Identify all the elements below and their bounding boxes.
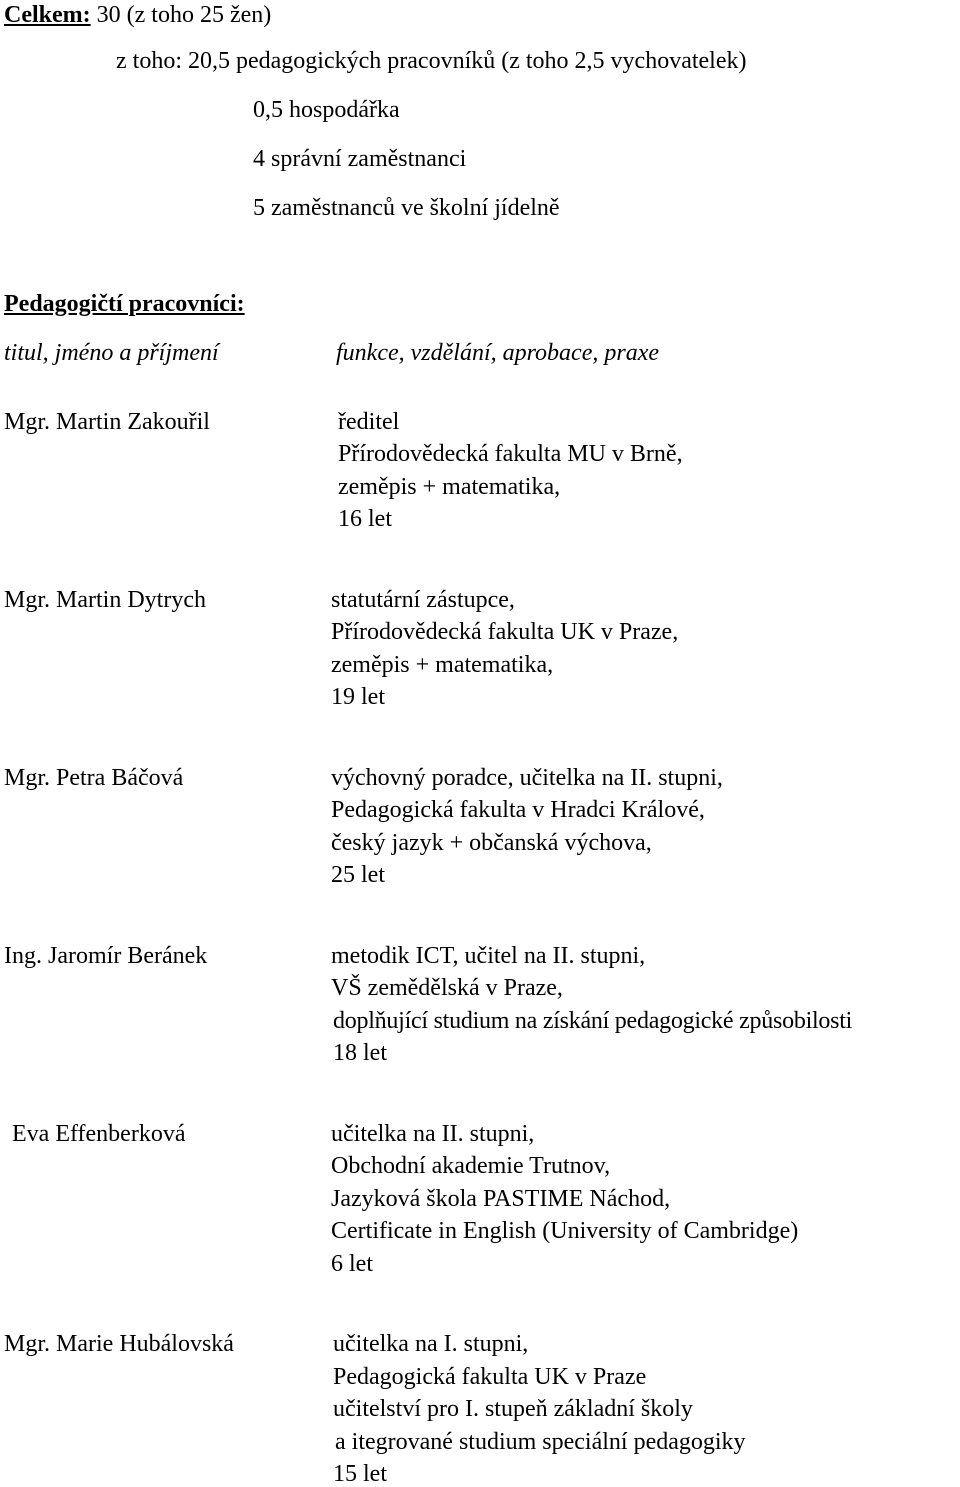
staff-name: Ing. Jaromír Beránek xyxy=(4,943,208,969)
staff-detail: Certificate in English (University of Cambridge) xyxy=(331,1218,799,1244)
column-header-name: titul, jméno a příjmení xyxy=(4,340,219,366)
staff-detail: 15 let xyxy=(333,1461,387,1487)
staff-detail: Obchodní akademie Trutnov, xyxy=(331,1153,611,1179)
staff-detail: učitelství pro I. stupeň základní školy xyxy=(333,1396,693,1422)
staff-detail: VŠ zemědělská v Praze, xyxy=(331,975,563,1001)
summary-pedagogical: z toho: 20,5 pedagogických pracovníků (z toho 2,5 vychovatelek) xyxy=(116,48,747,74)
staff-detail: ředitel xyxy=(338,409,400,435)
staff-detail: Přírodovědecká fakulta MU v Brně, xyxy=(338,441,683,467)
staff-detail: Jazyková škola PASTIME Náchod, xyxy=(331,1186,671,1212)
staff-name: Mgr. Petra Báčová xyxy=(4,765,184,791)
staff-detail: 6 let xyxy=(331,1251,373,1277)
staff-detail: a itegrované studium speciální pedagogiky xyxy=(335,1429,746,1455)
summary-total: 30 (z toho 25 žen) xyxy=(96,2,272,28)
staff-name: Eva Effenberková xyxy=(12,1121,186,1147)
staff-detail: doplňující studium na získání pedagogické způsobilosti xyxy=(333,1008,853,1034)
staff-detail: zeměpis + matematika, xyxy=(338,474,561,500)
staff-name: Mgr. Martin Zakouřil xyxy=(4,409,210,435)
staff-detail: 16 let xyxy=(338,506,392,532)
staff-detail: Přírodovědecká fakulta UK v Praze, xyxy=(331,619,679,645)
section-title: Pedagogičtí pracovníci: xyxy=(4,291,245,317)
column-header-details: funkce, vzdělání, aprobace, praxe xyxy=(336,340,660,366)
staff-detail: výchovný poradce, učitelka na II. stupni, xyxy=(331,765,723,791)
staff-detail: český jazyk + občanská výchova, xyxy=(331,830,652,856)
summary-accountant: 0,5 hospodářka xyxy=(253,97,400,123)
staff-detail: metodik ICT, učitel na II. stupni, xyxy=(331,943,646,969)
staff-detail: Pedagogická fakulta v Hradci Králové, xyxy=(331,797,705,823)
staff-name: Mgr. Martin Dytrych xyxy=(4,587,206,613)
summary-administrative: 4 správní zaměstnanci xyxy=(253,146,467,172)
staff-detail: 18 let xyxy=(333,1040,387,1066)
staff-detail: 25 let xyxy=(331,862,385,888)
summary-label: Celkem: xyxy=(4,2,91,28)
staff-detail: zeměpis + matematika, xyxy=(331,652,554,678)
staff-name: Mgr. Marie Hubálovská xyxy=(4,1331,234,1357)
staff-detail: učitelka na I. stupni, xyxy=(333,1331,529,1357)
summary-canteen: 5 zaměstnanců ve školní jídelně xyxy=(253,195,560,221)
summary-line xyxy=(4,3,271,27)
staff-detail: 19 let xyxy=(331,684,385,710)
staff-detail: statutární zástupce, xyxy=(331,587,515,613)
staff-detail: Pedagogická fakulta UK v Praze xyxy=(333,1364,647,1390)
staff-detail: učitelka na II. stupni, xyxy=(331,1121,535,1147)
